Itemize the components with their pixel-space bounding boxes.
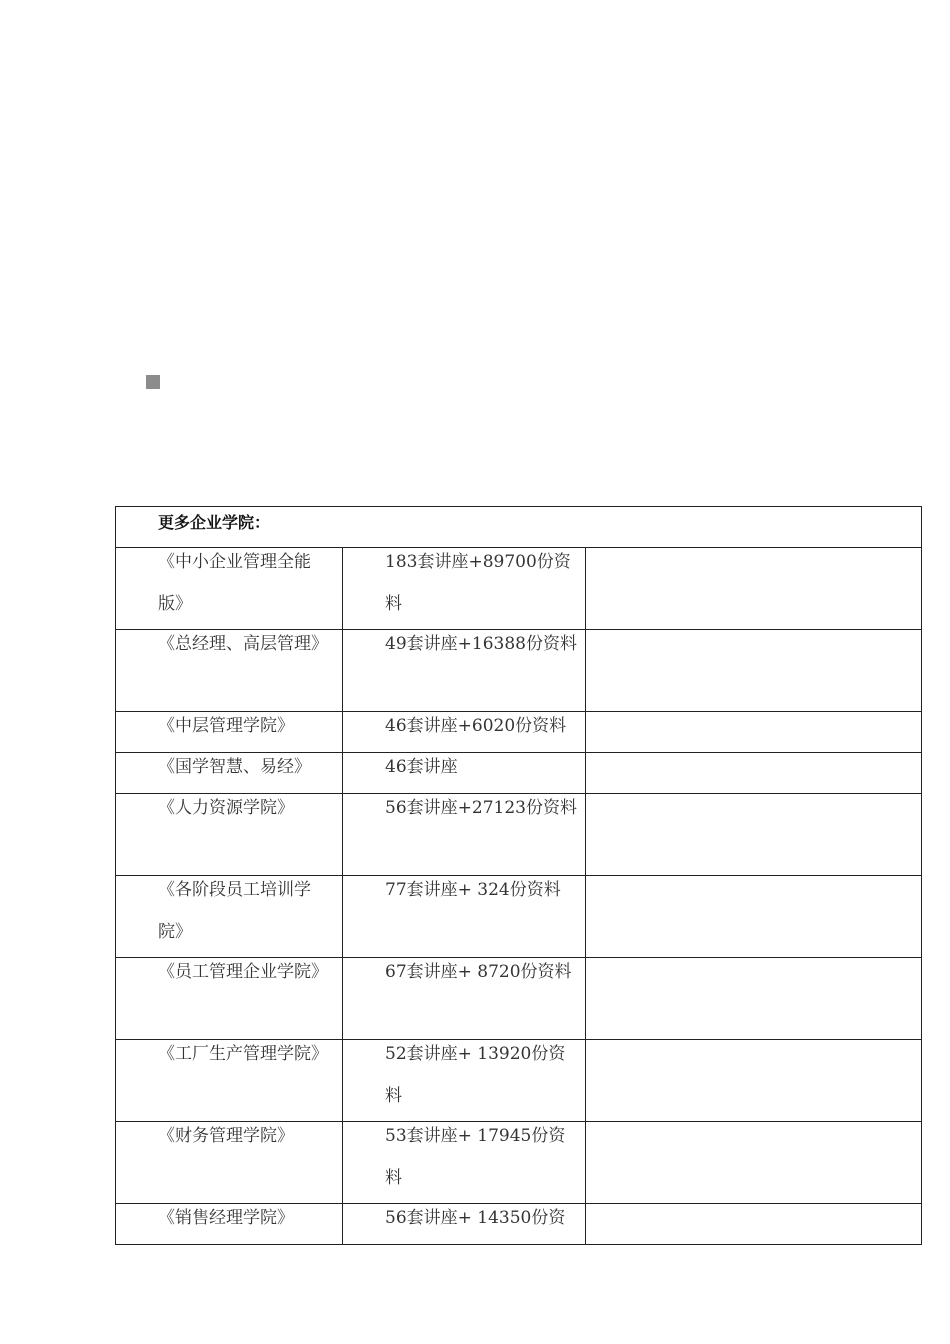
course-info: 56套讲座+ 14350份资 — [385, 1208, 566, 1228]
course-name-cell — [116, 1122, 343, 1204]
table-row — [116, 630, 922, 712]
empty-cell — [586, 753, 922, 794]
table-row — [116, 753, 922, 794]
course-name-cell — [116, 794, 343, 876]
empty-cell — [586, 1204, 922, 1245]
table-header-row — [116, 507, 922, 548]
course-name: 《国学智慧、易经》 — [158, 757, 311, 777]
course-info-cell — [343, 958, 586, 1040]
course-name: 《各阶段员工培训学院》 — [158, 880, 311, 942]
course-info: 46套讲座 — [385, 757, 458, 777]
course-info-cell — [343, 794, 586, 876]
course-name-cell — [116, 753, 343, 794]
table-row — [116, 876, 922, 958]
course-name: 《财务管理学院》 — [158, 1126, 294, 1146]
course-name-cell — [116, 1204, 343, 1245]
course-info: 183套讲座+89700份资料 — [385, 552, 571, 614]
table-row — [116, 712, 922, 753]
course-info-cell — [343, 753, 586, 794]
course-catalog-table — [115, 506, 922, 1245]
course-info: 52套讲座+ 13920份资料 — [385, 1044, 566, 1106]
course-info: 67套讲座+ 8720份资料 — [385, 962, 572, 982]
empty-cell — [586, 630, 922, 712]
table-row — [116, 1204, 922, 1245]
table-title: 更多企业学院： — [158, 513, 271, 532]
course-info-cell — [343, 712, 586, 753]
course-info-cell — [343, 876, 586, 958]
course-info-cell — [343, 630, 586, 712]
course-name: 《人力资源学院》 — [158, 798, 294, 818]
course-name-cell — [116, 630, 343, 712]
table-row — [116, 1040, 922, 1122]
course-name: 《中层管理学院》 — [158, 716, 294, 736]
table-header-cell — [116, 507, 922, 548]
empty-cell — [586, 958, 922, 1040]
square-bullet-icon — [146, 375, 160, 389]
course-info: 53套讲座+ 17945份资料 — [385, 1126, 566, 1188]
empty-cell — [586, 1122, 922, 1204]
course-info-cell — [343, 1204, 586, 1245]
course-name: 《员工管理企业学院》 — [158, 962, 328, 982]
table-row — [116, 958, 922, 1040]
table-row — [116, 1122, 922, 1204]
empty-cell — [586, 712, 922, 753]
empty-cell — [586, 548, 922, 630]
course-info-cell — [343, 1122, 586, 1204]
table-row — [116, 794, 922, 876]
course-name-cell — [116, 876, 343, 958]
course-info: 56套讲座+27123份资料 — [385, 798, 577, 818]
empty-cell — [586, 876, 922, 958]
course-name: 《工厂生产管理学院》 — [158, 1044, 328, 1064]
course-name: 《总经理、高层管理》 — [158, 634, 328, 654]
table-row — [116, 548, 922, 630]
course-info-cell — [343, 1040, 586, 1122]
course-info: 77套讲座+ 324份资料 — [385, 880, 561, 900]
course-info-cell — [343, 548, 586, 630]
course-name-cell — [116, 1040, 343, 1122]
course-info: 49套讲座+16388份资料 — [385, 634, 577, 654]
course-name: 《中小企业管理全能版》 — [158, 552, 311, 614]
empty-cell — [586, 794, 922, 876]
course-name-cell — [116, 958, 343, 1040]
empty-cell — [586, 1040, 922, 1122]
course-info: 46套讲座+6020份资料 — [385, 716, 567, 736]
course-name-cell — [116, 712, 343, 753]
course-name: 《销售经理学院》 — [158, 1208, 294, 1228]
course-name-cell — [116, 548, 343, 630]
